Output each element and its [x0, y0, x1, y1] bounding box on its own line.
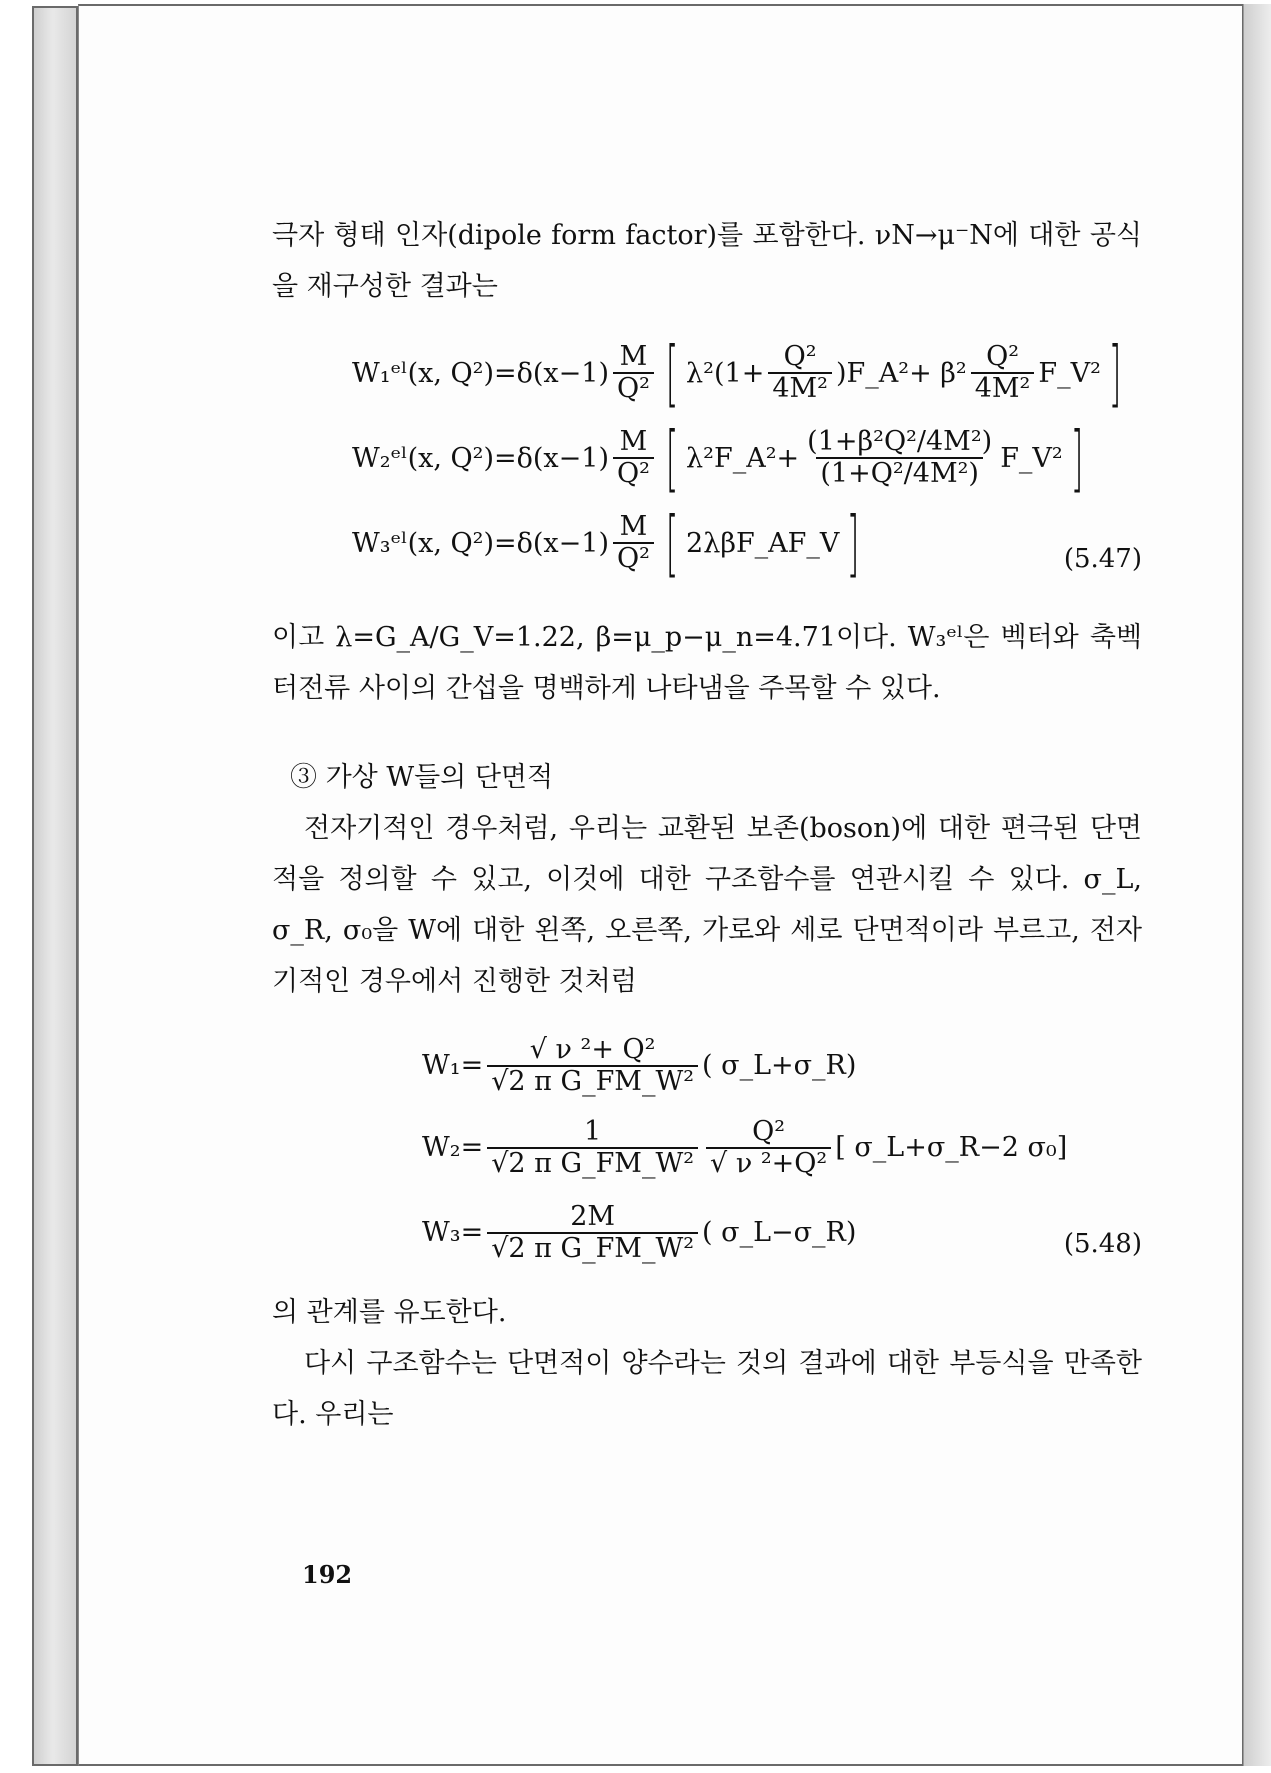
page-content	[272, 210, 1142, 1440]
denominator: 4M²	[971, 372, 1035, 404]
denominator: 4M²	[768, 372, 832, 404]
equation-block-5-48	[272, 1007, 1142, 1287]
eq-w1-term-c: F_V²	[1038, 357, 1101, 389]
equation-w1	[422, 1035, 856, 1096]
numerator: Q²	[986, 341, 1020, 373]
paragraph-derive: 의 관계를 유도한다.	[272, 1297, 507, 1328]
equation-w1-el	[352, 331, 1129, 415]
left-bracket: [	[665, 501, 679, 585]
eq-w2-term-c: F_V²	[1000, 442, 1063, 474]
eq-w1-term-a: λ²(1+	[686, 357, 765, 389]
eq-w1-rhs: ( σ_L+σ_R)	[702, 1050, 857, 1082]
fraction-w2-a	[487, 1117, 698, 1178]
right-bracket: ]	[1108, 331, 1122, 415]
denominator: √ ν ²+Q²	[706, 1147, 831, 1179]
eq-w1-term-b: )F_A²+ β²	[835, 357, 967, 389]
fraction-m-q2	[613, 512, 654, 573]
fraction-m-q2	[613, 427, 654, 488]
fraction-w2-b	[706, 1117, 831, 1178]
equation-w2	[422, 1117, 1067, 1178]
fraction-w3	[487, 1202, 698, 1263]
eq-w2-rhs: [ σ_L+σ_R−2 σ₀]	[835, 1132, 1068, 1164]
denominator: (1+Q²/4M²)	[816, 457, 983, 489]
eq-w2-lhs: W₂=	[422, 1132, 484, 1164]
numerator: 1	[584, 1116, 602, 1147]
denominator: Q²	[613, 457, 654, 489]
numerator: (1+β²Q²/4M²)	[807, 426, 993, 458]
eq-w3-lhs: W₃=	[422, 1217, 484, 1249]
denominator: √2 π G_FM_W²	[487, 1232, 698, 1264]
equation-number-5-48: (5.48)	[1063, 1229, 1142, 1259]
numerator: M	[619, 341, 648, 373]
equation-block-5-47	[272, 312, 1142, 612]
eq-w1-lhs: W₁=	[422, 1050, 484, 1082]
numerator: Q²	[783, 341, 817, 373]
eq-w3-term-a: 2λβF_AF_V	[686, 527, 840, 559]
paragraph-lambda-beta: 이고 λ=G_A/G_V=1.22, β=μ_p−μ_n=4.71이다. W₃ᵉˡ은 벡터와 축벡터전류 사이의 간섭을 명백하게 나타냄을 주목할 수 있다.	[272, 622, 1142, 704]
denominator: Q²	[613, 372, 654, 404]
page-edge-shadow	[1243, 4, 1271, 1766]
denominator: √2 π G_FM_W²	[487, 1065, 698, 1097]
eq-w2-term-a: λ²F_A²+	[686, 442, 800, 474]
denominator: √2 π G_FM_W²	[487, 1147, 698, 1179]
fraction-beta	[803, 427, 996, 488]
fraction-m-q2	[613, 342, 654, 403]
right-bracket: ]	[1070, 416, 1084, 500]
paragraph-intro: 극자 형태 인자(dipole form factor)를 포함한다. νN→μ⁻N에 대한 공식을 재구성한 결과는	[272, 220, 1142, 302]
equation-w3	[422, 1202, 856, 1263]
left-bracket: [	[665, 416, 679, 500]
eq-w2-lhs: W₂ᵉˡ(x, Q²)=δ(x−1)	[352, 442, 609, 474]
denominator: Q²	[613, 542, 654, 574]
eq-w1-lhs: W₁ᵉˡ(x, Q²)=δ(x−1)	[352, 357, 609, 389]
numerator: Q²	[752, 1116, 786, 1147]
left-bracket: [	[665, 331, 679, 415]
numerator: M	[619, 511, 648, 543]
section-heading: ③ 가상 W들의 단면적	[290, 762, 554, 793]
numerator: √ ν ²+ Q²	[529, 1034, 656, 1065]
numerator: 2M	[570, 1201, 616, 1232]
fraction-q2-4m2	[768, 342, 832, 403]
right-bracket: ]	[847, 501, 860, 585]
fraction-q2-4m2-b	[971, 342, 1035, 403]
numerator: M	[619, 426, 648, 458]
page-number: 192	[302, 1560, 353, 1589]
eq-w3-rhs: ( σ_L−σ_R)	[702, 1217, 857, 1249]
equation-w2-el	[352, 416, 1091, 500]
paragraph-inequality: 다시 구조함수는 단면적이 양수라는 것의 결과에 대한 부등식을 만족한다. 우리는	[272, 1348, 1142, 1430]
eq-w3-lhs: W₃ᵉˡ(x, Q²)=δ(x−1)	[352, 527, 609, 559]
equation-w3-el	[352, 501, 868, 585]
paragraph-cross-sections: 전자기적인 경우처럼, 우리는 교환된 보존(boson)에 대한 편극된 단면적을 정의할 수 있고, 이것에 대한 구조함수를 연관시킬 수 있다. σ_L, σ_R, σ₀을 W에 대한 왼쪽, 오른쪽, 가로와 세로 단면적이라 부르고, 전자기적인 경우에서 진행한 것처럼	[272, 813, 1142, 997]
equation-number-5-47: (5.47)	[1063, 544, 1142, 574]
fraction-w1	[487, 1035, 698, 1096]
book-spine	[32, 6, 78, 1766]
